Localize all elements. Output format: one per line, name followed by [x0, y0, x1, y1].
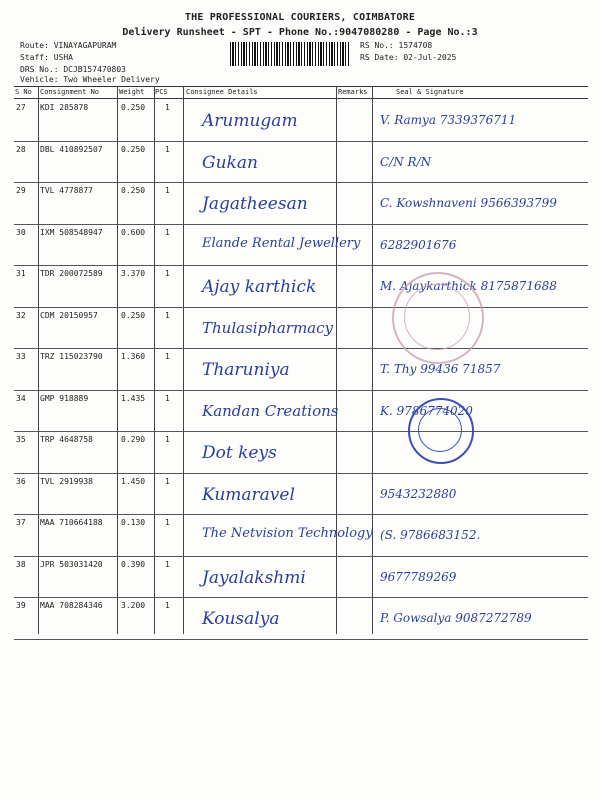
row-sno: 38: [16, 559, 26, 569]
document-title: THE PROFESSIONAL COURIERS, COIMBATORE: [184, 12, 416, 23]
row-sno: 34: [16, 393, 26, 403]
table-header-rule: [14, 98, 588, 99]
column-divider: [154, 86, 155, 634]
row-weight: 0.390: [121, 559, 146, 569]
row-sno: 35: [16, 435, 26, 444]
row-sno: 30: [16, 227, 26, 237]
row-consignment-no: MAA 708284346: [40, 601, 103, 610]
header-remarks: Remarks: [338, 88, 368, 96]
row-consignee-name: Thulasipharmacy: [202, 318, 333, 337]
rs-number: RS No.: 1574708: [360, 41, 433, 50]
row-sno: 36: [16, 476, 26, 486]
row-pcs: 1: [165, 144, 170, 154]
row-consignment-no: KDI 285878: [40, 103, 89, 112]
row-consignment-no: TRP 4648758: [40, 435, 93, 444]
header-pcs: PCS: [155, 88, 168, 96]
row-pcs: 1: [165, 476, 170, 486]
header-consignee: Consignee Details: [186, 88, 258, 96]
row-divider: [14, 431, 588, 432]
row-weight: 1.360: [121, 352, 146, 361]
row-divider: [14, 265, 588, 266]
row-weight: 0.130: [121, 518, 146, 527]
row-signature: 9677789269: [380, 569, 457, 584]
row-consignment-no: TRZ 115023790: [40, 352, 103, 361]
row-divider: [14, 307, 588, 308]
row-divider: [14, 514, 588, 515]
row-weight: 0.250: [121, 186, 146, 195]
row-consignee-name: Dot keys: [202, 443, 277, 463]
row-signature: C. Kowshnaveni 9566393799: [380, 196, 557, 210]
row-sno: 31: [16, 269, 26, 278]
row-consignment-no: TVL 4778877: [40, 186, 93, 195]
row-signature: (S. 9786683152.: [380, 528, 481, 542]
row-signature: 9543232880: [380, 486, 457, 501]
row-consignment-no: DBL 410892507: [40, 144, 103, 154]
row-weight: 3.200: [121, 601, 146, 610]
row-consignment-no: CDM 20150957: [40, 310, 98, 320]
row-consignment-no: TDR 200072589: [40, 269, 103, 278]
row-consignment-no: IXM 508548947: [40, 227, 103, 237]
row-pcs: 1: [165, 518, 170, 527]
row-signature: V. Ramya 7339376711: [380, 113, 517, 127]
row-weight: 0.600: [121, 227, 146, 237]
row-pcs: 1: [165, 186, 170, 195]
row-signature: 6282901676: [380, 237, 457, 252]
column-divider: [117, 86, 118, 634]
row-sno: 29: [16, 186, 26, 195]
route-label: Route: VINAYAGAPURAM: [20, 41, 117, 50]
dotkeys-stamp: [408, 398, 474, 464]
row-divider: [14, 348, 588, 349]
row-pcs: 1: [165, 601, 170, 610]
row-consignee-name: Arumugam: [202, 111, 298, 131]
row-signature: M. Ajaykarthick 8175871688: [380, 279, 557, 293]
row-weight: 0.250: [121, 103, 146, 112]
row-pcs: 1: [165, 269, 170, 278]
row-sno: 32: [16, 310, 26, 320]
column-divider: [183, 86, 184, 634]
row-consignee-name: Kumaravel: [202, 484, 295, 505]
row-consignment-no: JPR 503031420: [40, 559, 103, 569]
row-consignee-name: Kousalya: [202, 609, 280, 629]
row-divider: [14, 556, 588, 557]
row-consignment-no: GMP 918889: [40, 393, 89, 403]
row-consignee-name: Kandan Creations: [202, 401, 339, 420]
row-signature: T. Thy 99436 71857: [380, 362, 501, 376]
row-divider: [14, 224, 588, 225]
header-consignment: Consignment No: [40, 88, 100, 96]
row-divider: [14, 639, 588, 640]
row-consignee-name: Tharuniya: [202, 360, 290, 380]
row-weight: 0.250: [121, 310, 146, 320]
row-sno: 28: [16, 144, 26, 154]
row-consignment-no: TVL 2919938: [40, 476, 93, 486]
row-pcs: 1: [165, 435, 170, 444]
header-seal-signature: Seal & Signature: [396, 88, 464, 96]
row-pcs: 1: [165, 310, 170, 320]
row-weight: 1.450: [121, 476, 146, 486]
document-subtitle: Delivery Runsheet - SPT - Phone No.:9047080280 - Page No.:3: [122, 27, 478, 38]
row-signature: P. Gowsalya 9087272789: [380, 611, 532, 625]
row-consignee-name: Jagatheesan: [202, 194, 308, 214]
row-weight: 0.250: [121, 144, 146, 154]
table-top-rule: [14, 86, 588, 87]
column-divider: [336, 86, 337, 634]
column-divider: [38, 86, 39, 634]
row-divider: [14, 390, 588, 391]
row-divider: [14, 141, 588, 142]
row-divider: [14, 597, 588, 598]
row-consignee-name: Gukan: [202, 152, 258, 173]
row-pcs: 1: [165, 393, 170, 403]
drs-number: DRS No.: DCJB157470803: [20, 65, 126, 74]
row-weight: 1.435: [121, 393, 146, 403]
row-pcs: 1: [165, 352, 170, 361]
row-weight: 0.290: [121, 435, 146, 444]
header-sno: S No: [15, 88, 32, 96]
row-sno: 39: [16, 601, 26, 610]
row-pcs: 1: [165, 559, 170, 569]
staff-label: Staff: USHA: [20, 53, 73, 62]
row-pcs: 1: [165, 227, 170, 237]
row-signature: C/N R/N: [380, 154, 432, 169]
row-weight: 3.370: [121, 269, 146, 278]
vehicle-label: Vehicle: Two Wheeler Delivery: [20, 75, 160, 84]
row-divider: [14, 182, 588, 183]
row-sno: 27: [16, 103, 26, 112]
row-divider: [14, 473, 588, 474]
row-pcs: 1: [165, 103, 170, 112]
rs-date: RS Date: 02-Jul-2025: [360, 53, 457, 62]
row-consignee-name: Jayalakshmi: [202, 567, 306, 588]
row-consignee-name: Ajay karthick: [202, 277, 317, 297]
row-consignee-name: Elande Rental Jewellery: [202, 235, 361, 251]
row-sno: 33: [16, 352, 26, 361]
pharmacy-stamp: [392, 272, 484, 364]
row-consignee-name: The Netvision Technology: [202, 526, 373, 541]
barcode: [230, 42, 350, 66]
row-consignment-no: MAA 710664188: [40, 518, 103, 527]
row-sno: 37: [16, 518, 26, 527]
header-weight: Weight: [119, 88, 145, 96]
row-signature: K. 9786774020: [380, 403, 473, 418]
column-divider: [372, 86, 373, 634]
